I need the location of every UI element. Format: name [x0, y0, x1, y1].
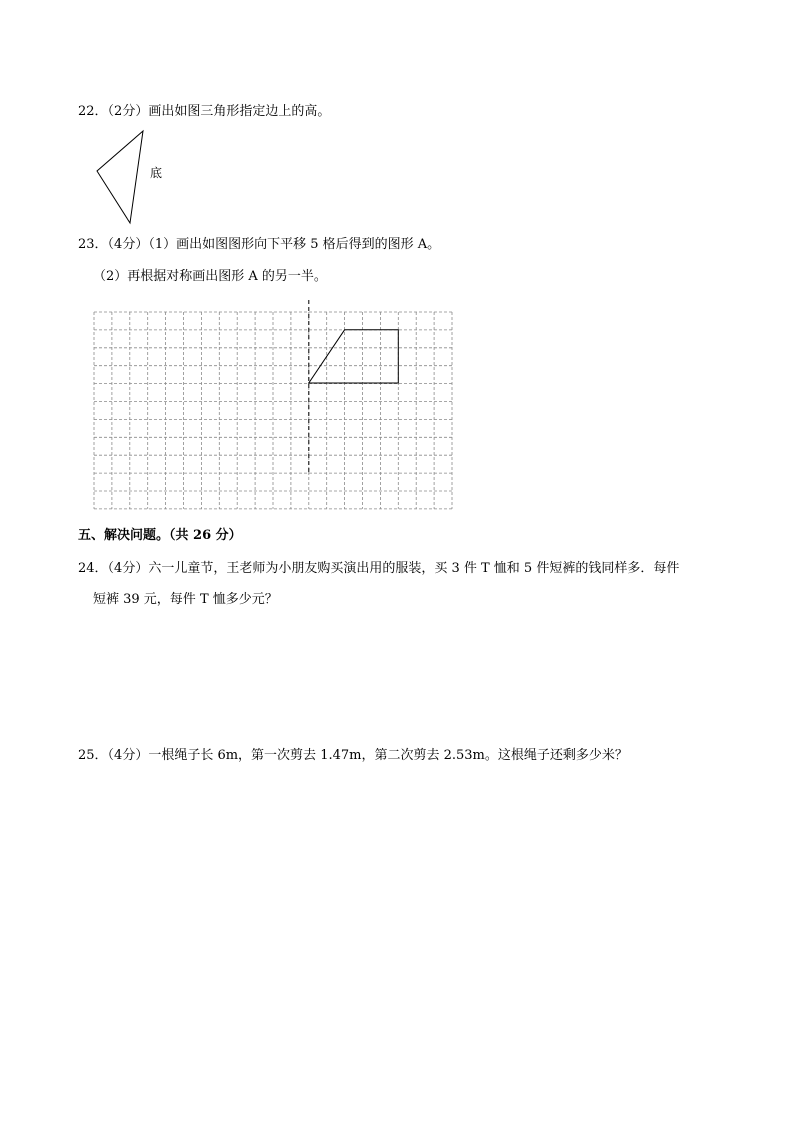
q24-score: （4分） [107, 561, 149, 576]
q25-number: 25． [78, 748, 108, 763]
q22-line [78, 104, 330, 120]
q24-text-1: 六一儿童节，王老师为小朋友购买演出用的服装，买 3 件 T 恤和 5 件短裤的钱同样多．每件 [148, 561, 680, 576]
q24-line1 [78, 561, 679, 577]
q22-edge-label: 底 [150, 166, 163, 180]
q23-score: （4分） [107, 237, 149, 252]
q24-line2: 短裤 39 元，每件 T 恤多少元？ [93, 592, 278, 607]
q22-number: 22． [78, 104, 108, 119]
q22-text: 画出如图三角形指定边上的高。 [148, 104, 331, 119]
q25-text: 一根绳子长 6m，第一次剪去 1.47m，第二次剪去 2.53m。这根绳子还剩多少米？ [148, 748, 628, 763]
trapezoid-shape [309, 330, 399, 383]
q23-number: 23． [78, 237, 108, 252]
q23-line1 [78, 237, 440, 253]
triangle [97, 131, 143, 223]
q23-line2: （2）再根据对称画出图形 A 的另一半。 [93, 269, 327, 284]
section-5-heading: 五、解决问题。（共 26 分） [78, 528, 242, 543]
q22-score: （2分） [107, 104, 149, 119]
q23-text-1: （1）画出如图图形向下平移 5 格后得到的图形 A。 [148, 237, 441, 252]
q25-score: （4分） [107, 748, 149, 763]
q24-number: 24． [78, 561, 108, 576]
q25-line [78, 748, 628, 764]
q23-grid-figure [94, 312, 452, 510]
